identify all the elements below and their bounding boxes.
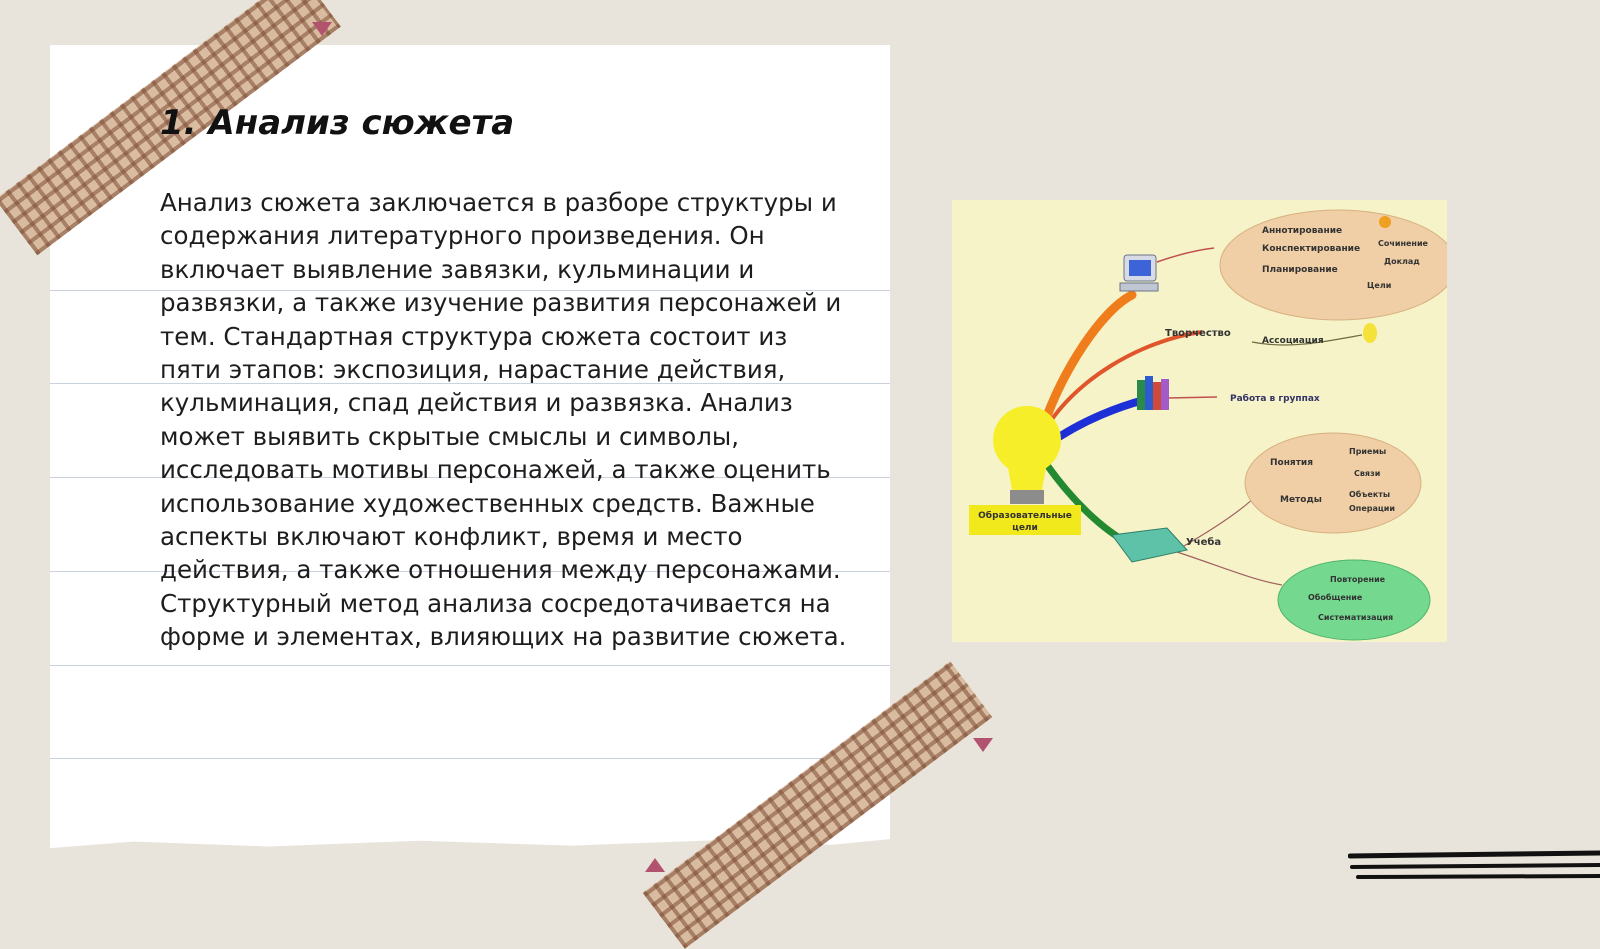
computer-icon — [1120, 255, 1158, 291]
brush-strokes-decoration — [1348, 848, 1600, 888]
paper-rule-line — [50, 758, 890, 759]
generalization-label: Обобщение — [1308, 593, 1363, 602]
notes-label: Конспектирование — [1262, 244, 1361, 254]
tape-end-mark — [645, 858, 665, 872]
study-label: Учеба — [1186, 537, 1222, 548]
techniques-label: Приемы — [1349, 447, 1387, 456]
center-label-line2: цели — [1012, 523, 1038, 533]
repetition-label: Повторение — [1330, 575, 1386, 584]
operations-label: Операции — [1349, 504, 1396, 513]
connector-line — [1167, 397, 1217, 398]
mindmap-image — [952, 200, 1447, 642]
links-label: Связи — [1354, 469, 1381, 478]
creativity-label: Творчество — [1165, 328, 1231, 339]
association-label: Ассоциация — [1262, 336, 1324, 346]
tape-end-mark — [312, 22, 332, 36]
systematization-label: Систематизация — [1318, 613, 1394, 622]
planning-label: Планирование — [1262, 265, 1338, 275]
slide-body-text: Анализ сюжета заключается в разборе структуры и содержания литературного произведения. Он включает выявление завязки, кульминации и развязки, а также изучение развития персонажей и тем. Стандартная структура сюжета состоит из пяти этапов: экспозиция, нарастание действия, кульминация, спад действия и развязка. Анализ может выявить скрытые смыслы и символы, исследовать мотивы персонажей, а также оценить использование художественных средств. Важные аспекты включают конфликт, время и место действия, а также отношения между персонажами. Структурный метод анализа сосредотачивается на форме и элементах, влияющих на развитие сюжета. — [160, 188, 847, 652]
methods-label: Методы — [1280, 495, 1322, 505]
tape-end-mark — [973, 738, 993, 752]
objects-label: Объекты — [1349, 490, 1391, 499]
decor-icon — [1379, 216, 1391, 228]
center-label-line1: Образовательные — [978, 511, 1072, 521]
books-icon — [1137, 376, 1169, 410]
composition-label: Сочинение — [1378, 239, 1428, 248]
middle-bubble — [1245, 433, 1421, 533]
paper-rule-line — [50, 665, 890, 666]
groupwork-label: Работа в группах — [1230, 394, 1320, 404]
goals-label: Цели — [1367, 281, 1392, 290]
annotation-label: Аннотирование — [1262, 226, 1343, 236]
small-bulb-icon — [1363, 323, 1377, 343]
slide-title: 1. Анализ сюжета — [160, 103, 515, 143]
concepts-label: Понятия — [1270, 458, 1314, 468]
report-label: Доклад — [1384, 257, 1420, 266]
